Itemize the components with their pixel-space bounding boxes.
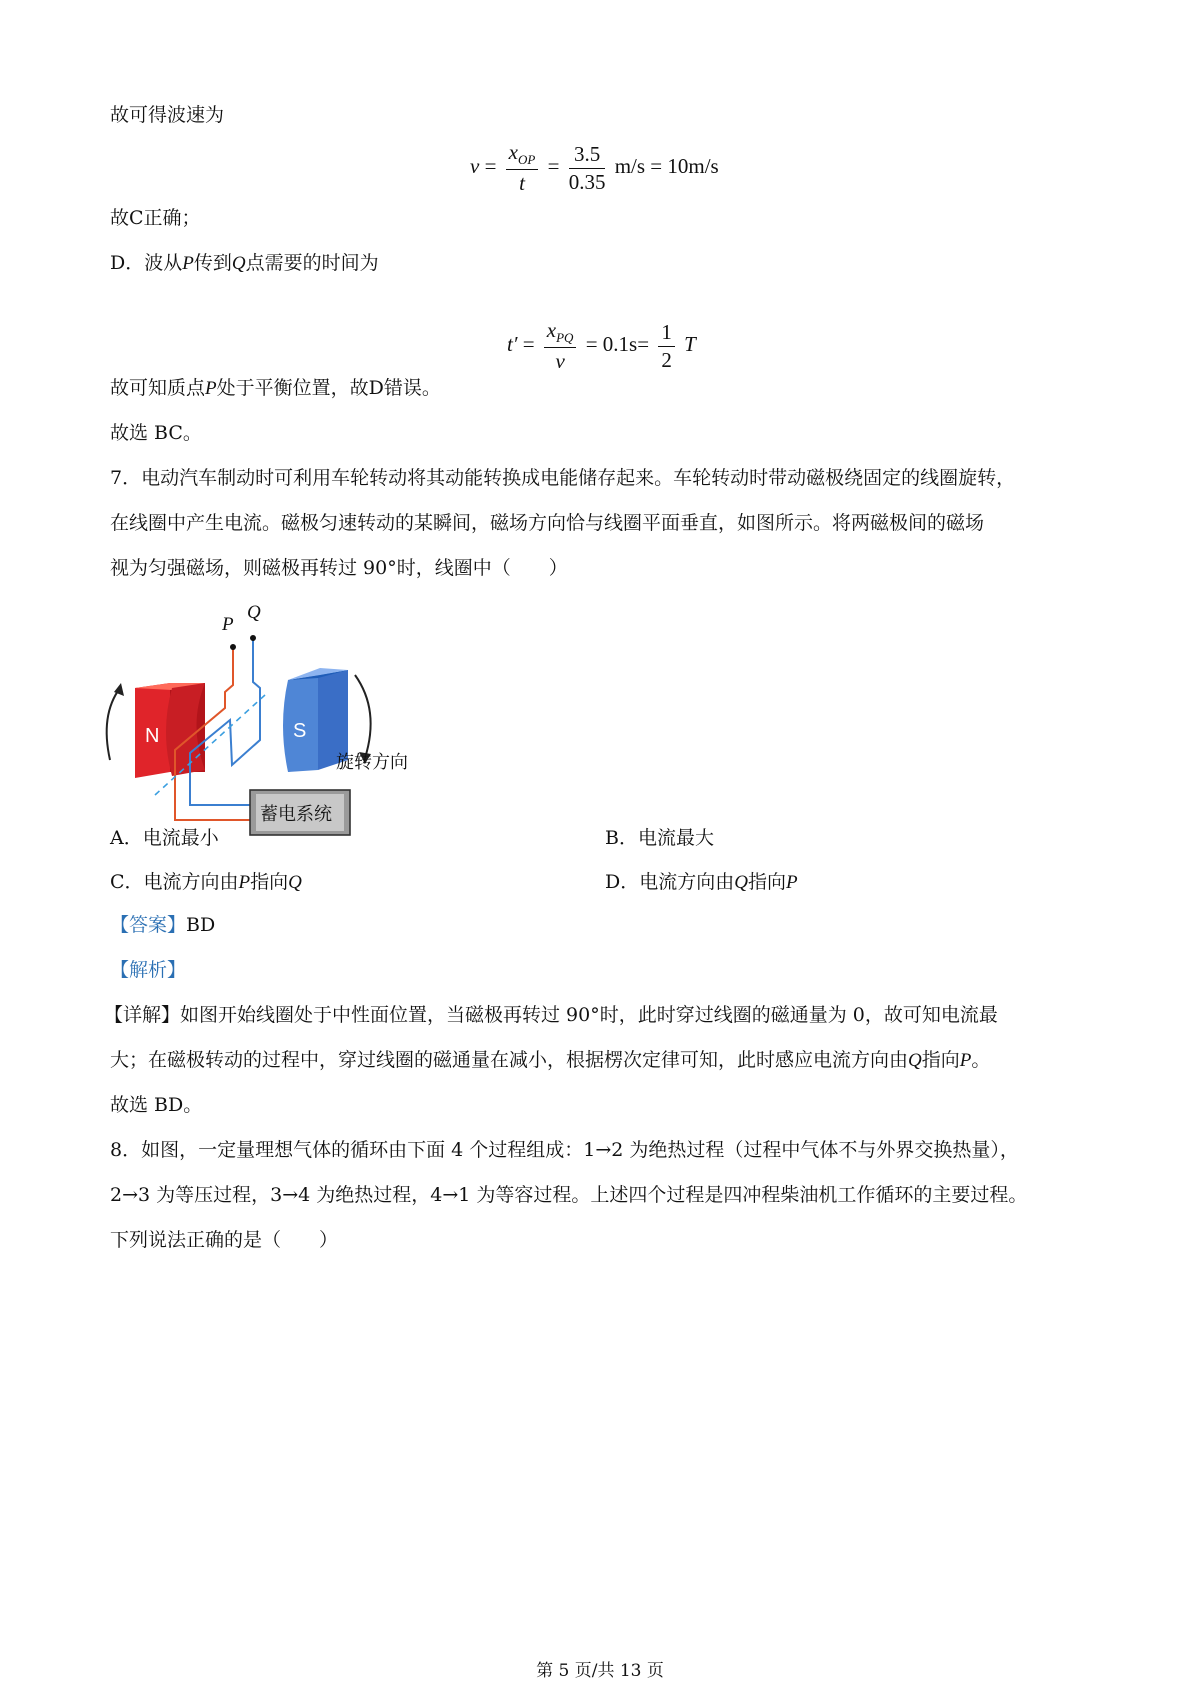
storage-label: 蓄电系统 — [260, 804, 332, 825]
c-correct-line: 故C正确； — [110, 207, 201, 229]
label-q: Q — [247, 602, 261, 623]
q8-line1: 8．如图，一定量理想气体的循环由下面 4 个过程组成：1→2 为绝热过程（过程中气体不与外界交换热量）， — [110, 1139, 1019, 1161]
label-p: P — [222, 614, 234, 635]
rotation-direction-label: 旋转方向 — [336, 752, 408, 773]
rotation-arrow-left — [107, 688, 120, 760]
d-conclusion-line: 故可知质点P处于平衡位置，故D错误。 — [110, 377, 441, 399]
formula-travel-time: t′ = $\frac{x_{PQ}}{v}$ = 0.1s= $\frac{1}{2}$ T — [507, 318, 696, 374]
detail-line2: 大；在磁极转动的过程中，穿过线圈的磁通量在减小，根据楞次定律可知，此时感应电流方向由Q指向P。 — [110, 1049, 991, 1071]
answer-value: BD — [186, 914, 216, 936]
answer-line — [110, 910, 215, 937]
detail-tag: 【详解】 — [104, 1004, 181, 1026]
south-label: S — [293, 720, 307, 742]
terminal-q — [250, 635, 256, 641]
choose-bc-line: 故选 BC。 — [110, 422, 202, 444]
q8-line2: 2→3 为等压过程，3→4 为绝热过程，4→1 为等容过程。上述四个过程是四冲程柴油机工作循环的主要过程。 — [110, 1184, 1028, 1206]
formula-wave-speed: v = $\frac{x_{OP}}{t}$ = $\frac{3.5}{0.35}$ m/s = 10m/s — [470, 140, 719, 196]
q7-line1: 7．电动汽车制动时可利用车轮转动将其动能转换成电能储存起来。车轮转动时带动磁极绕固定的线圈旋转， — [110, 467, 1016, 489]
wave-speed-intro: 故可得波速为 — [110, 104, 225, 126]
detail-line1: 【详解】如图开始线圈处于中性面位置，当磁极再转过 90°时，此时穿过线圈的磁通量为 0，故可知电流最 — [104, 1004, 998, 1026]
option-d: D．电流方向由Q指向P — [605, 871, 798, 893]
analysis-tag: 【解析】 — [110, 959, 187, 981]
option-a: A．电流最小 — [110, 827, 219, 849]
option-c: C．电流方向由P指向Q — [110, 871, 302, 893]
rotation-arrow-right — [355, 675, 371, 758]
q8-line3: 下列说法正确的是（ ） — [110, 1229, 339, 1251]
choose-bd-line: 故选 BD。 — [110, 1094, 203, 1116]
d-intro-line: D．波从P传到Q点需要的时间为 — [110, 252, 379, 274]
north-label: N — [145, 725, 160, 747]
q7-line3: 视为匀强磁场，则磁极再转过 90°时，线圈中（ ） — [110, 557, 568, 579]
north-magnet — [135, 683, 205, 778]
page-footer: 第 5 页/共 13 页 — [536, 1661, 664, 1681]
answer-tag: 【答案】 — [110, 914, 187, 936]
option-b: B．电流最大 — [605, 827, 714, 849]
q7-line2: 在线圈中产生电流。磁极匀速转动的某瞬间，磁场方向恰与线圈平面垂直，如图所示。将两磁极间的磁场 — [110, 512, 985, 534]
terminal-p — [230, 644, 236, 650]
